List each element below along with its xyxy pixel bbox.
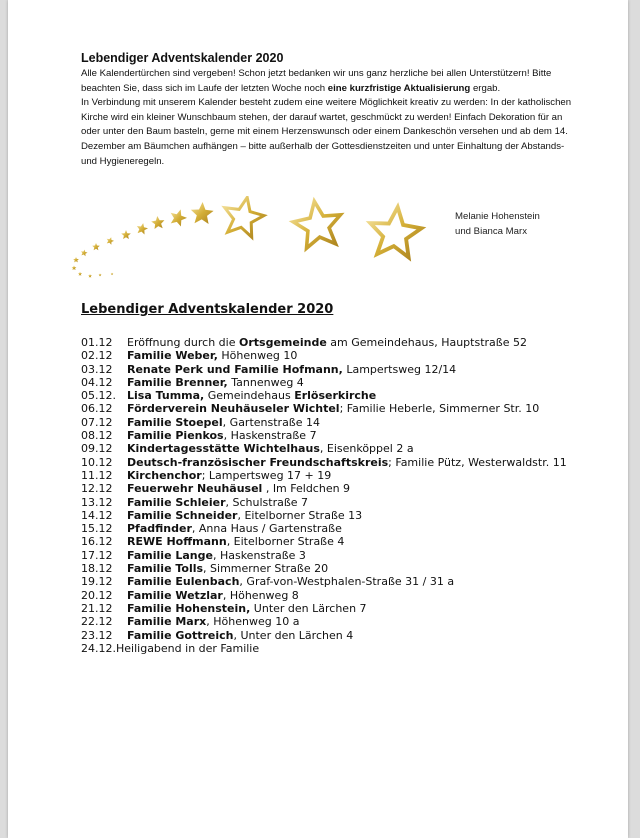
intro-title: Lebendiger Adventskalender 2020 [81, 51, 284, 65]
entry-date: 22.12 [81, 615, 113, 629]
entry-date: 15.12 [81, 522, 113, 536]
calendar-entry [81, 589, 581, 602]
entry-date: 06.12 [81, 402, 113, 416]
entry-name: Familie Stoepel [127, 415, 223, 429]
calendar-entry [81, 615, 581, 628]
entry-date: 01.12 [81, 336, 113, 349]
entry-date: 12.12 [81, 482, 113, 496]
entry-name: Ortsgemeinde [239, 336, 327, 349]
entry-date: 13.12 [81, 495, 113, 509]
calendar-entry [81, 416, 581, 429]
star-icon [107, 237, 114, 245]
entry-date: 24.12. [81, 641, 116, 655]
calendar-entry [81, 496, 581, 509]
entry-date: 18.12 [81, 562, 113, 576]
entry-name: Familie Eulenbach [127, 575, 240, 589]
calendar-entry [81, 549, 581, 562]
calendar-title: Lebendiger Adventskalender 2020 [81, 302, 334, 317]
intro-p1-end: ergab. [470, 82, 501, 94]
entry-date: 21.12 [81, 601, 113, 615]
entry-name: Familie Gottreich [127, 628, 234, 642]
entry-name: Feuerwehr Neuhäusel [127, 482, 263, 496]
entry-name: Förderverein Neuhäuseler Wichtel [127, 402, 340, 416]
entry-date: 03.12 [81, 362, 113, 376]
star-icon [293, 201, 340, 248]
entry-name: Familie Pienkos [127, 429, 224, 443]
calendar-entry [81, 482, 581, 495]
entry-name: Familie Schleier [127, 495, 226, 509]
star-icon [92, 243, 100, 250]
entry-detail: Lampertsweg 12/14 [342, 362, 457, 376]
star-icon [191, 202, 214, 224]
star-icon [121, 230, 131, 239]
entry-detail: ; Familie Heberle, Simmerner Str. 10 [339, 402, 540, 416]
entry-name: Familie Weber, [127, 349, 218, 363]
entry-name: Familie Lange [127, 548, 213, 562]
entry-detail: , Haskenstraße 7 [223, 429, 317, 443]
entry-name: Kirchenchor [127, 468, 202, 482]
entry-date: 16.12 [81, 535, 113, 549]
entry-date: 19.12 [81, 575, 113, 589]
entry-name: Familie Marx [127, 615, 207, 629]
entry-date: 05.12. [81, 389, 116, 403]
intro-p1-text: Alle Kalendertürchen sind vergeben! Schon jetzt bedanken wir uns ganz herzliche bei allen Unterstützern! Bitte beachten Sie, dass sich im Laufe der letzten Woche noch [81, 68, 552, 94]
entry-name: Familie Wetzlar [127, 588, 223, 602]
signature-line-2: und Bianca Marx [455, 225, 527, 237]
entry-date: 11.12 [81, 468, 113, 482]
entry-name-2: Erlöserkirche [294, 389, 377, 403]
entry-name: Familie Brenner, [127, 375, 228, 389]
entry-detail: , Anna Haus / Gartenstraße [191, 522, 342, 536]
calendar-entry [81, 575, 581, 588]
signature [455, 210, 540, 239]
calendar-list [81, 336, 581, 655]
entry-date: 02.12 [81, 349, 113, 363]
calendar-entry [81, 522, 581, 535]
gold-stars-icon [60, 196, 440, 280]
entry-date: 17.12 [81, 548, 113, 562]
entry-detail: , Höhenweg 10 a [206, 615, 300, 629]
calendar-entry [81, 509, 581, 522]
entry-detail: Höhenweg 10 [217, 349, 298, 363]
entry-detail: , Unter den Lärchen 4 [233, 628, 354, 642]
entry-detail: , Im Feldchen 9 [262, 482, 351, 496]
entry-detail: Unter den Lärchen 7 [250, 601, 367, 615]
calendar-entry [81, 562, 581, 575]
calendar-entry [81, 629, 581, 642]
entry-date: 09.12 [81, 442, 113, 456]
entry-detail: ; Familie Pütz, Westerwaldstr. 11 [388, 455, 567, 469]
star-icon [225, 197, 264, 237]
entry-detail: Tannenweg 4 [227, 375, 304, 389]
intro-p1-bold: eine kurzfristige Aktualisierung [327, 82, 471, 94]
calendar-entry [81, 389, 581, 402]
star-icon [73, 257, 79, 262]
entry-detail: , Höhenweg 8 [222, 588, 299, 602]
star-icon [370, 207, 421, 257]
intro-paragraph-1 [81, 67, 576, 96]
entry-date: 10.12 [81, 455, 113, 469]
star-icon [111, 273, 114, 276]
entry-name: Deutsch-französischer Freundschaftskreis [127, 455, 389, 469]
intro-paragraph-2: In Verbindung mit unserem Kalender besteht zudem eine weitere Möglichkeit kreativ zu werden: In der katholischen Kirche wird ein kleiner Wunschbaum stehen, der darauf wartet, geschmückt zu werden! Einfach Dekoration für an oder unter den Baum basteln, gerne mit einem Herzenswunsch oder einem Dankeschön versehen und ab dem 14. Dezember am Bäumchen aufhängen – bitte außerhalb der Gottesdienstzeiten und unter Einhaltung der Abstands- und Hygieneregeln. [81, 97, 572, 167]
entry-detail: , Gartenstraße 14 [222, 415, 321, 429]
entry-detail: , Simmerner Straße 20 [203, 562, 329, 576]
calendar-entry [81, 429, 581, 442]
calendar-entry [81, 456, 581, 469]
entry-detail: Heiligabend in der Familie [116, 641, 260, 655]
entry-detail: , Haskenstraße 3 [212, 548, 306, 562]
entry-name: Renate Perk und Familie Hofmann, [127, 362, 343, 376]
star-icon [78, 272, 82, 276]
calendar-entry [81, 376, 581, 389]
entry-detail: , Eisenköppel 2 a [319, 442, 414, 456]
entry-name: Familie Schneider [127, 508, 238, 522]
calendar-entry [81, 349, 581, 362]
entry-name: Familie Tolls [127, 562, 204, 576]
calendar-entry [81, 535, 581, 548]
entry-name: REWE Hoffmann [127, 535, 227, 549]
document-page [8, 0, 628, 838]
calendar-entry [81, 469, 581, 482]
calendar-entry [81, 402, 581, 415]
signature-line-1: Melanie Hohenstein [455, 211, 540, 222]
star-icon [88, 274, 92, 278]
entry-detail: , Eitelborner Straße 4 [226, 535, 345, 549]
entry-name: Pfadfinder [127, 522, 192, 536]
entry-name: Familie Hohenstein, [127, 601, 251, 615]
entry-name: Kindertagesstätte Wichtelhaus [127, 442, 320, 456]
star-icon [81, 250, 88, 257]
entry-detail: ; Lampertsweg 17 + 19 [201, 468, 332, 482]
entry-detail: Gemeindehaus [204, 389, 295, 403]
entry-detail: , Eitelborner Straße 13 [237, 508, 363, 522]
entry-prefix: Eröffnung durch die [127, 336, 239, 349]
entry-date: 04.12 [81, 375, 113, 389]
entry-date: 23.12 [81, 628, 113, 642]
star-icon [137, 223, 148, 234]
entry-date: 08.12 [81, 429, 113, 443]
star-icon [99, 273, 102, 276]
entry-detail: , Schulstraße 7 [225, 495, 309, 509]
calendar-entry [81, 642, 581, 655]
entry-date: 07.12 [81, 415, 113, 429]
star-icon [171, 209, 187, 226]
intro-section [81, 50, 576, 169]
entry-date: 14.12 [81, 508, 113, 522]
entry-detail: am Gemeindehaus, Hauptstraße 52 [326, 336, 527, 349]
star-icon [72, 266, 77, 271]
calendar-entry [81, 442, 581, 455]
entry-date: 20.12 [81, 588, 113, 602]
star-icon [151, 216, 164, 229]
entry-detail: , Graf-von-Westphalen-Straße 31 / 31 a [239, 575, 455, 589]
calendar-entry [81, 336, 581, 349]
calendar-entry [81, 363, 581, 376]
calendar-entry [81, 602, 581, 615]
entry-name: Lisa Tumma, [127, 389, 205, 403]
